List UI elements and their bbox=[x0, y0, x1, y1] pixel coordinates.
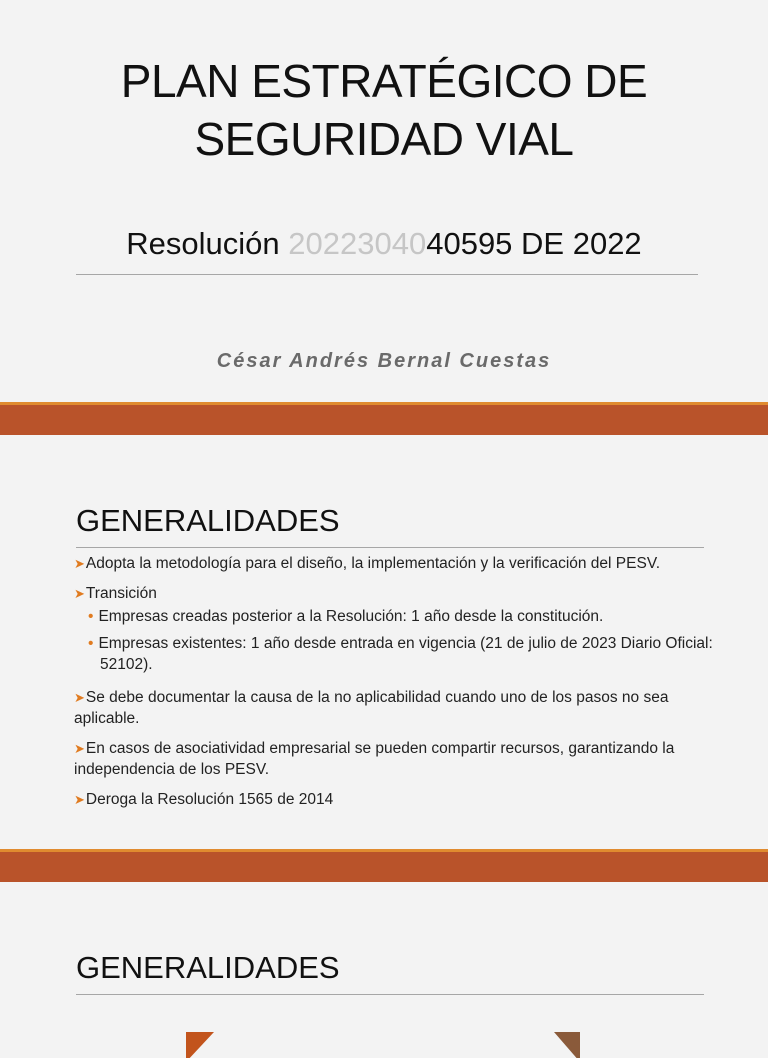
bullet-list bbox=[74, 553, 714, 819]
sub-bullet-item: • Empresas existentes: 1 año desde entrada en vigencia (21 de julio de 2023 Diario Oficial: 52102). bbox=[88, 635, 713, 673]
arrow-bullet-icon: ➤ bbox=[74, 556, 85, 571]
slide-separator-band bbox=[0, 402, 768, 435]
slide-subtitle bbox=[0, 226, 768, 262]
dot-bullet-icon: • bbox=[88, 608, 94, 625]
subtitle-faded-number: 20223040 bbox=[288, 226, 427, 261]
bullet-item: ➤Deroga la Resolución 1565 de 2014 bbox=[74, 791, 334, 808]
heading-divider bbox=[76, 994, 704, 995]
title-line-1: PLAN ESTRATÉGICO DE bbox=[120, 55, 648, 107]
dot-bullet-icon: • bbox=[88, 635, 94, 652]
slide-separator-band bbox=[0, 849, 768, 882]
subtitle-prefix: Resolución bbox=[126, 226, 289, 261]
bullet-item: ➤Transición bbox=[74, 585, 157, 602]
arrow-bullet-icon: ➤ bbox=[74, 792, 85, 807]
title-line-2: SEGURIDAD VIAL bbox=[194, 113, 574, 165]
section-heading: GENERALIDADES bbox=[76, 950, 340, 985]
sub-bullet-item: • Empresas creadas posterior a la Resolución: 1 año desde la constitución. bbox=[88, 608, 604, 625]
bullet-item: ➤Adopta la metodología para el diseño, la implementación y la verificación del PESV. bbox=[74, 555, 661, 572]
subtitle-suffix: 40595 DE 2022 bbox=[426, 226, 642, 261]
generalidades-slide bbox=[0, 435, 768, 849]
decorative-triangle-left bbox=[186, 1032, 214, 1058]
subtitle-divider bbox=[76, 274, 698, 275]
author-name: César Andrés Bernal Cuestas bbox=[216, 350, 552, 372]
decorative-triangle-right bbox=[554, 1032, 580, 1058]
section-heading: GENERALIDADES bbox=[76, 503, 340, 538]
arrow-bullet-icon: ➤ bbox=[74, 586, 85, 601]
bullet-item: ➤Se debe documentar la causa de la no aplicabilidad cuando uno de los pasos no sea aplicable. bbox=[74, 689, 669, 727]
slide-title bbox=[0, 52, 768, 168]
heading-divider bbox=[76, 547, 704, 548]
arrow-bullet-icon: ➤ bbox=[74, 741, 85, 756]
bullet-item: ➤En casos de asociatividad empresarial se pueden compartir recursos, garantizando la independencia de los PESV. bbox=[74, 740, 675, 778]
title-slide bbox=[0, 0, 768, 402]
generalidades-slide-2 bbox=[0, 882, 768, 1058]
arrow-bullet-icon: ➤ bbox=[74, 690, 85, 705]
